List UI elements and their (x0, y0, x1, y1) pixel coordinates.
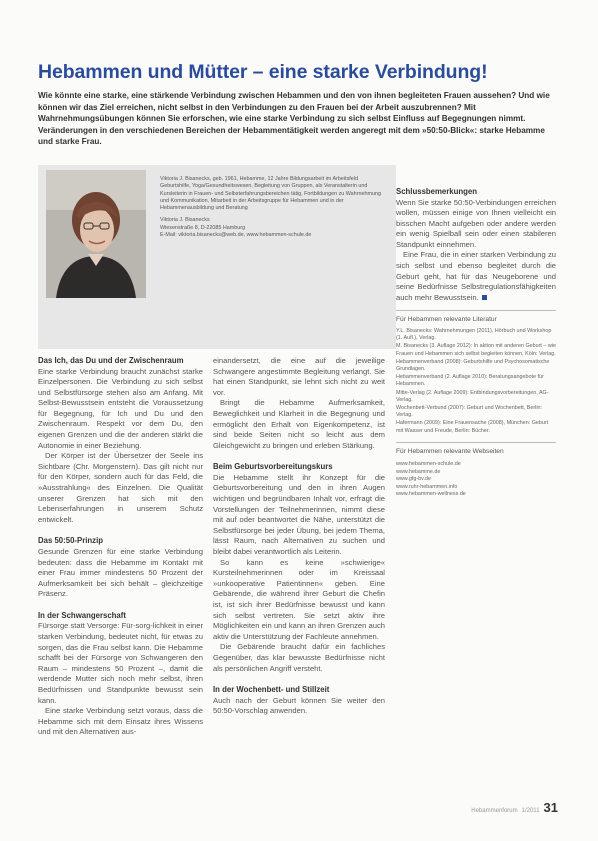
paragraph: So kann es keine »schwierige« Kursteilnehmerinnen oder im Kreissaal »unkooperative Patientinnen« geben. Eine Gebärende, die während ihrer Geburt die Chefin ist, ist sich ihrer Bedürfnisse bewusst und kann sich selbst vertreten. Sie setzt aktiv ihre Möglichkeiten ein und kann an ihren Grenzen auch aktiv die Unterstützung der Fachleute annehmen. (213, 557, 385, 641)
section-heading-ich-du: Das Ich, das Du und der Zwischenraum (38, 356, 184, 365)
websites-box (396, 442, 556, 499)
paragraph: Fürsorge statt Versorge: Für-sorg-lichkeit in einer starken Verbindung, bedeutet nicht, für etwas zu sorgen, das die Frau selbst kann. Die Hebamme schafft bei der Fürsorge von Schwangeren den Raum – mindestens 50 Prozent –, damit die werdende Mutter sich noch mehr selbst, ihren Bedürfnissen und Standpunkte bewusst sein kann. (38, 621, 204, 705)
section-heading-schluss: Schlussbemerkungen (396, 187, 478, 196)
author-bio-text: Viktoria J. Bisanecks, geb. 1961, Hebamme, 12 Jahre Bildungsarbeit im Arbeitsfeld Geburtshilfe, Yoga/Gesundheitswesen, Begleitung von Gruppen, als Veranstalterin und Kursleiterin in Frauen- und Selbsterfahrungsbereichen tätig, Fortbildungen zu Wahrnehmung und Kommunikation, Mitarbeit in der Arbeitsgruppe für Hebammen und in der Hebammenausbildung und Beratung (160, 176, 381, 212)
end-of-article-mark (482, 295, 487, 300)
literature-heading: Für Hebammen relevante Literatur (396, 316, 497, 324)
literature-item: M. Bisanecks (3. Auflage 2012): In aktion mit anderen Geburt – wie Frauen und Hebammen sich selbst begleiten können, Köln: Verlag. (396, 343, 557, 357)
literature-item: Mitte-Verlag (2. Auflage 2009): Entbindungsvorbereitungen, AG-Verlag. (396, 389, 549, 403)
article-title: Hebammen und Mütter – eine starke Verbindung! (38, 61, 488, 83)
paragraph: Gesunde Grenzen für eine starke Verbindung bedeuten: dass die Hebamme im Kontakt mit einer Frau immer mindestens 50 Prozent der Aufmerksamkeit bei sich behält – gleichzeitige Präsenz. (38, 546, 203, 599)
paragraph: Die Gebärende braucht dafür ein fachliches Gegenüber, das klar bewusste Bedürfnisse nicht als persönlichen Angriff versteht. (213, 642, 385, 673)
author-bio (160, 176, 386, 239)
section-heading-wochenbett: In der Wochenbett- und Stillzeit (213, 685, 330, 695)
literature-item: Y.L. Bisanecks: Wahrnehmungen (2011), Hörbuch und Workshop (1. Aufl.), Verlag. (396, 328, 552, 342)
website-link[interactable]: www.hebamme.de (396, 468, 441, 475)
paragraph: Die Hebamme stellt ihr Konzept für die Geburtsvorbereitung und den in ihren Augen wichtigen und begründbaren Inhalt vor, erfragt die Vorstellungen der Teilnehmerinnen, nimmt diese mit auf oder beantwortet die Nähe, unterstützt die Selbstfürsorge bei jeder Übung, bei jedem Thema, lässt Raum, nach Alternativen zu suchen und bleibt dabei verantwortlich als Leiterin. (213, 472, 385, 556)
paragraph: Wenn Sie starke 50:50-Verbindungen erreichen wollen, müssen einige von Ihnen vielleicht ein bisschen Macht aufgeben oder andere werden ein wenig Spielball sein oder einen stabileren Standpunkt einnehmen. (396, 197, 556, 249)
literature-box (396, 310, 556, 434)
section-heading-geburtsvorbereitung: Beim Geburtsvorbereitungskurs (213, 462, 333, 472)
literature-item: Wochenbett-Verbund (2007): Geburt und Wochenbett, Berlin: Verlag. (396, 405, 543, 419)
article-column-1 (38, 356, 203, 738)
paragraph: Der Körper ist der Übersetzer der Seele ins Sichtbare (Chr. Morgenstern). Das gilt nicht nur für den Körper, sondern auch für das Feld, die »Ausstrahlung« des Einzelnen. Die Qualität unserer Grenzen hat sich mit den Lebenserfahrungen in unserem Schutz entwickelt. (38, 451, 203, 524)
literature-item: Hebammenverband (2. Auflage 2010): Beratungsangebote für Hebammen. (396, 374, 544, 388)
literature-item: Hafermann (2009): Eine Frauensache (2008), München: Geburt mit Wasser und Freude, Berlin: Bücher. (396, 420, 549, 434)
author-photo (46, 170, 146, 298)
paragraph: einandersetzt, die eine auf die jeweilige Schwangere angestimmte Begleitung verlangt. Sie hat einen Standpunkt, sie lehnt sich nicht zu weit vor. (213, 356, 385, 397)
page-footer (471, 800, 558, 815)
paragraph: Auch nach der Geburt können Sie weiter den 50:50-Vorschlag anwenden. (213, 695, 385, 716)
website-link[interactable]: www.gfg-bv.de (396, 476, 431, 483)
paragraph: Eine starke Verbindung braucht zunächst starke Einzelpersonen. Die Verbindung zu sich selbst und Selbstfürsorge stehen also am Anfang. Mit Selbst-Bewusstsein entsteht die Voraussetzung für Begegnung, für Ich und Du und den Zwischenraum. Respekt vor dem Du, den eigenen Grenzen und die der anderen stärkt die Autonomie in einer Beziehung. (38, 366, 203, 450)
websites-list (396, 461, 556, 499)
websites-heading: Für Hebammen relevante Webseiten (396, 447, 504, 455)
journal-issue: 1/2011 (521, 808, 540, 814)
website-link[interactable]: www.ruhr-hebammen.info (396, 483, 458, 490)
page-number: 31 (543, 800, 558, 815)
article-column-2 (213, 356, 385, 717)
article-column-3 (396, 187, 556, 499)
article-intro: Wie könnte eine starke, eine stärkende Verbindung zwischen Hebammen und den von ihnen begleiteten Frauen aussehen? Und wie können wir das Ziel erreichen, nicht selbst in den Verbindungen zu den Frauen bei der Arbeit auszubrennen? Mit Wahrnehmungsübungen können Sie erforschen, wie eine starke Verbindung zu sich selbst Einfluss auf Begegnungen nimmt. Veränderungen in den verschiedenen Bereichen der Hebammentätigkeit werden angeregt mit dem »50:50-Blick«: starke Hebamme und starke Frau. (38, 91, 550, 147)
paragraph: Eine starke Verbindung setzt voraus, dass die Hebamme sich mit dem Einsatz ihres Wissens und mit den Alternativen aus- (38, 706, 203, 737)
literature-item: Hebammenverband (2008): Geburtshilfe und Psychosomatische Grundlagen. (396, 358, 550, 373)
paragraph: Bringt die Hebamme Aufmerksamkeit, Beweglichkeit und Klarheit in die Begegnung und ermöglicht den Erhalt von Eigenkompetenz, ist sind beide Seiten nicht so leicht aus dem Gleichgewicht zu bringen und erleben Stärkung. (213, 398, 385, 450)
author-portrait-image (46, 170, 146, 298)
website-link[interactable]: www.hebammen-schule.de (396, 461, 461, 468)
author-contact: E-Mail: viktoria.bisanecks@web.de, www.hebammen-schule.de (160, 232, 312, 239)
journal-name: Hebammenforum (471, 808, 518, 814)
section-heading-schwangerschaft: In der Schwangerschaft (38, 610, 126, 620)
author-address: Wiesenstraße 8, D-22085 Hamburg (160, 224, 246, 231)
website-link[interactable]: www.hebammen-wellness.de (396, 491, 466, 498)
author-signature-name: Viktoria J. Bisanecks (160, 217, 210, 224)
section-heading-5050-prinzip: Das 50:50-Prinzip (38, 536, 103, 546)
paragraph: Eine Frau, die in einer starken Verbindung zu sich selbst und ebenso begleitet durch die Geburt geht, hat für das Neugeborene und seine Bedürfnisse Selbstregulationsfähigkeiten auch mehr Bewusstsein. (396, 250, 556, 302)
literature-list (396, 328, 556, 435)
